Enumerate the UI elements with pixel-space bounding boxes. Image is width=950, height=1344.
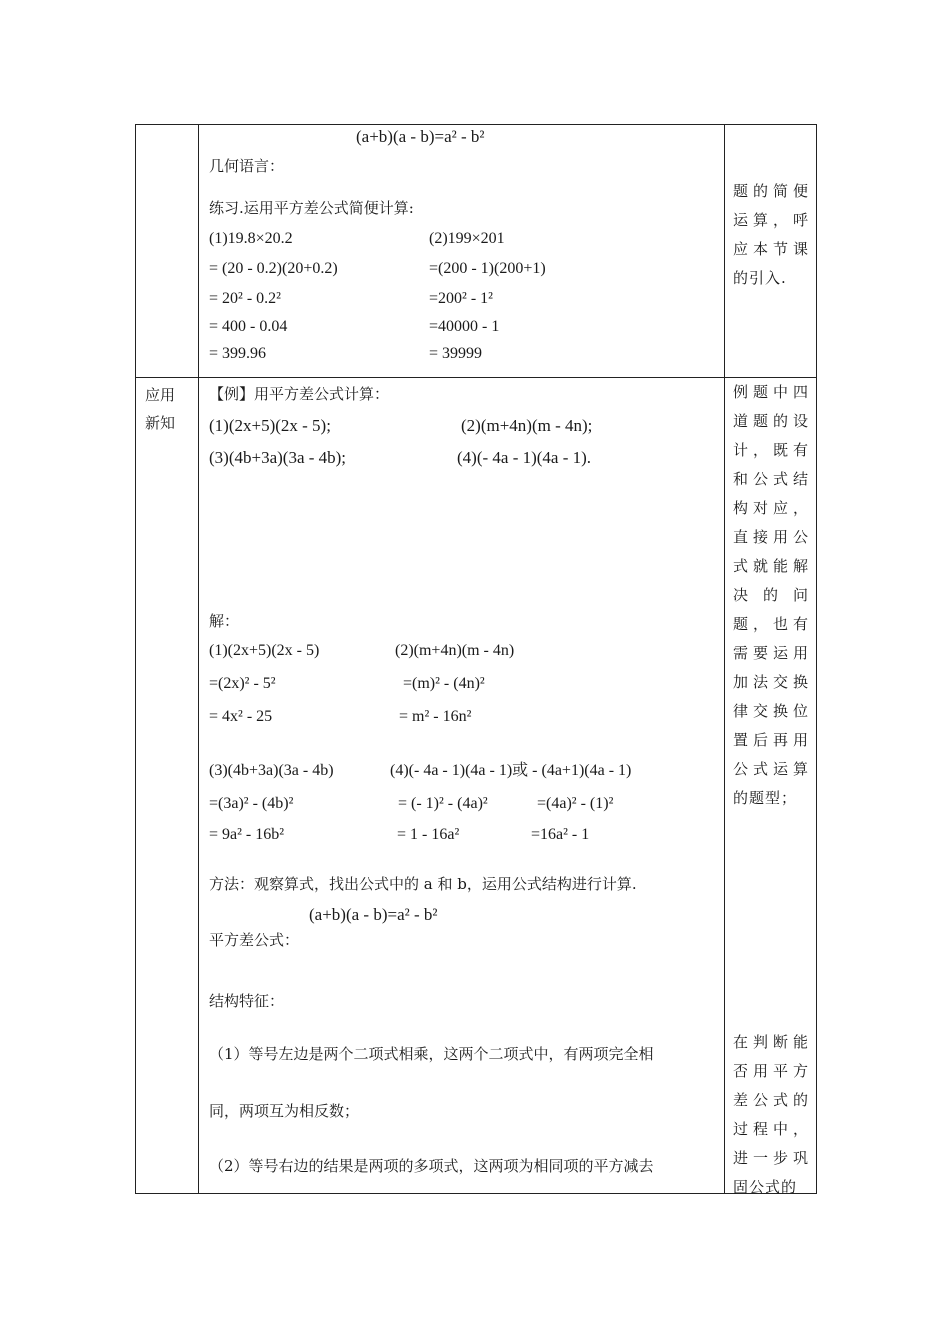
practice-left-line: = 400 - 0.04 (209, 318, 288, 335)
solution-2-line: (2)(m+4n)(m - 4n) (395, 642, 515, 659)
solution-4-alt-line: =16a² - 1 (531, 826, 590, 843)
formula-top: (a+b)(a - b)=a² - b² (356, 127, 485, 146)
solution-4-line: = 1 - 16a² (397, 826, 460, 843)
stage-label-line2: 新知 (145, 414, 176, 432)
note-cell-practice (725, 125, 817, 378)
table-row (136, 125, 817, 378)
solution-4-line: (4)(- 4a - 1)(4a - 1)或 - (4a+1)(4a - 1) (390, 762, 632, 779)
content-cell-practice (199, 125, 725, 378)
practice-left-line: (1)19.8×20.2 (209, 230, 293, 247)
problem-4: (4)(- 4a - 1)(4a - 1). (457, 448, 592, 467)
judge-note: 在判断能否用平方差公式的过程中，进一步巩固公式的 (733, 1033, 809, 1196)
practice-note: 题的简便运算，呼应本节课的引入. (733, 182, 809, 287)
stage-cell-apply (136, 378, 199, 1194)
problem-3: (3)(4b+3a)(3a - 4b); (209, 448, 347, 467)
solution-2-line: =(m)² - (4n)² (403, 675, 485, 692)
formula-mid: (a+b)(a - b)=a² - b² (309, 905, 438, 924)
solution-3-line: = 9a² - 16b² (209, 826, 285, 843)
practice-right-line: = 39999 (429, 345, 483, 362)
problem-2: (2)(m+4n)(m - 4n); (461, 416, 593, 435)
practice-title: 练习.运用平方差公式简便计算: (209, 199, 414, 217)
geometry-label: 几何语言： (209, 157, 285, 175)
solution-4-line: = (- 1)² - (4a)² (398, 795, 488, 812)
practice-right-line: =(200 - 1)(200+1) (429, 260, 546, 277)
structure-label: 结构特征： (209, 992, 285, 1010)
note-cell-example (725, 378, 817, 1194)
solution-3-line: =(3a)² - (4b)² (209, 795, 294, 812)
solution-1-line: = 4x² - 25 (209, 708, 273, 725)
problem-1: (1)(2x+5)(2x - 5); (209, 416, 331, 435)
content-cell-example (199, 378, 725, 1194)
table-row (136, 378, 817, 1194)
stage-label-line1: 应用 (145, 386, 176, 404)
practice-right-line: (2)199×201 (429, 230, 505, 247)
example-note: 例题中四道题的设计，既有和公式结构对应，直接用公式就能解决的问题，也有需要运用加法交换律交换位置后再用公式运算的题型； (733, 383, 809, 807)
practice-left-line: = 20² - 0.2² (209, 290, 281, 307)
solution-3-line: (3)(4b+3a)(3a - 4b) (209, 762, 334, 779)
stage-cell-empty (136, 125, 199, 378)
lesson-table (135, 124, 817, 1194)
solution-1-line: (1)(2x+5)(2x - 5) (209, 642, 320, 659)
practice-right-line: =40000 - 1 (429, 318, 500, 335)
solution-4-alt-line: =(4a)² - (1)² (537, 795, 614, 812)
feature-2-line1: （2）等号右边的结果是两项的多项式，这两项为相同项的平方减去 (209, 1157, 654, 1175)
method-text: 方法：观察算式，找出公式中的 a 和 b，运用公式结构进行计算. (209, 875, 637, 893)
solution-label: 解： (209, 612, 240, 630)
practice-left-line: = 399.96 (209, 345, 267, 362)
example-title: 【例】用平方差公式计算： (209, 385, 390, 403)
solution-2-line: = m² - 16n² (399, 708, 472, 725)
formula-label: 平方差公式： (209, 931, 300, 949)
practice-right-line: =200² - 1² (429, 290, 493, 307)
practice-left-line: = (20 - 0.2)(20+0.2) (209, 260, 338, 277)
solution-1-line: =(2x)² - 5² (209, 675, 276, 692)
feature-1-line2: 同，两项互为相反数； (209, 1102, 360, 1120)
feature-1-line1: （1）等号左边是两个二项式相乘，这两个二项式中，有两项完全相 (209, 1045, 654, 1063)
